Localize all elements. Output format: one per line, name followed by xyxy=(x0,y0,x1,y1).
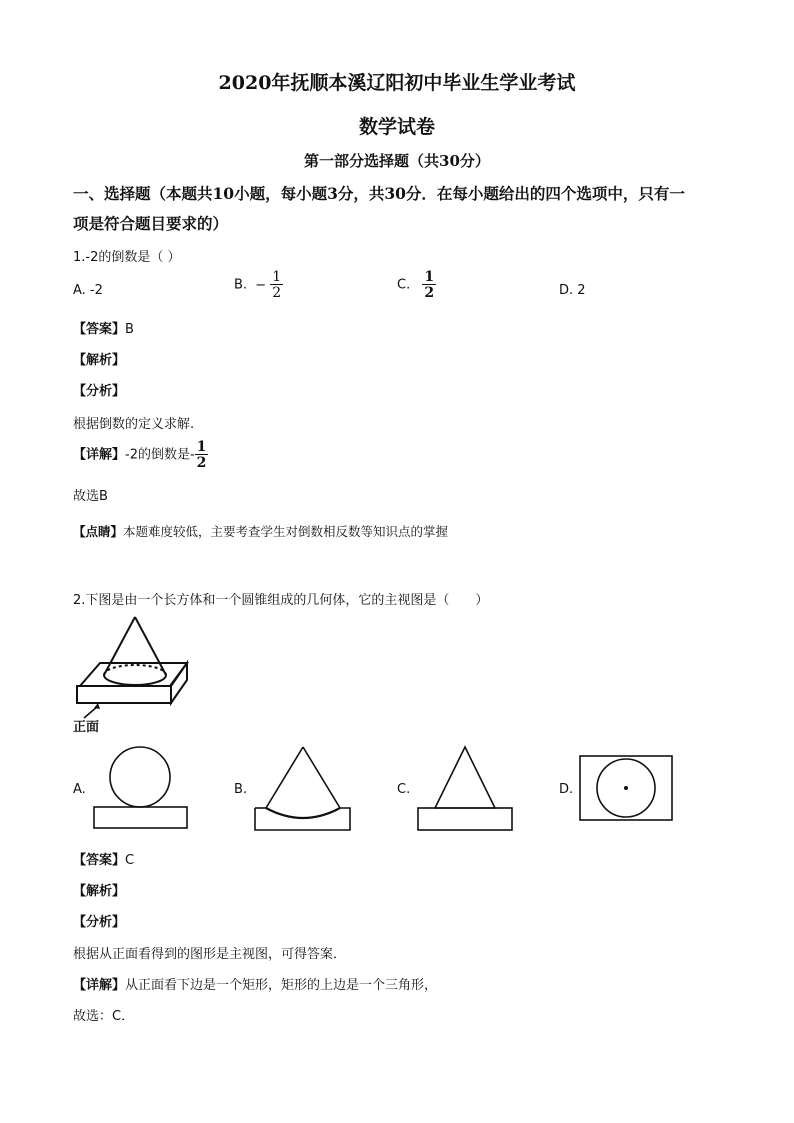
q1-stem: 1.-2的倒数是（ ） xyxy=(73,250,181,265)
q2-analysis-tag: 【解析】 xyxy=(73,884,126,899)
q1-conclusion: 故选B xyxy=(73,489,108,504)
q2-conclusion: 故选：C． xyxy=(73,1009,135,1024)
part-heading: 第一部分选择题（共30分） xyxy=(304,152,490,170)
answer-value: B xyxy=(125,322,134,337)
answer-tag: 【答案】 xyxy=(73,853,126,868)
fraction-denominator: 2 xyxy=(424,285,435,301)
detail-text: -2的倒数是- xyxy=(125,447,195,463)
q1-analysis-tag: 【解析】 xyxy=(73,353,126,368)
q1-fenxi-tag: 【分析】 xyxy=(73,384,126,399)
q1-option-a: A. -2 xyxy=(73,283,103,298)
paper-subtitle: 数学试卷 xyxy=(358,116,435,138)
q2-stem: 2.下图是由一个长方体和一个圆锥组成的几何体，它的主视图是（ ） xyxy=(73,593,489,608)
q2-detail xyxy=(73,974,437,993)
fraction-numerator: 1 xyxy=(424,269,435,285)
detail-tag: 【详解】 xyxy=(73,447,126,463)
section-heading-line2: 项是符合题目要求的） xyxy=(73,214,229,233)
q2-option-d-label: D. xyxy=(559,782,574,797)
q2-fenxi-tag: 【分析】 xyxy=(73,915,126,930)
fraction-numerator: 1 xyxy=(272,269,282,285)
fraction-denominator: 2 xyxy=(272,285,282,301)
dianjing-tag: 【点睛】 xyxy=(73,524,124,539)
fraction-numerator: 1 xyxy=(196,439,207,455)
answer-tag: 【答案】 xyxy=(73,322,126,337)
q2-fenxi-text: 根据从正面看得到的图形是主视图，可得答案． xyxy=(73,947,347,962)
q1-option-d: D. 2 xyxy=(559,283,586,298)
section-heading-line1: 一、选择题（本题共10小题，每小题3分，共30分．在每小题给出的四个选项中，只有一 xyxy=(73,184,685,203)
detail-text: 从正面看下边是一个矩形，矩形的上边是一个三角形， xyxy=(125,978,438,993)
q2-answer xyxy=(73,849,134,868)
q1-option-c-label: C. xyxy=(397,277,411,293)
fraction-denominator: 2 xyxy=(196,455,207,471)
q2-option-b-label: B. xyxy=(234,782,248,797)
detail-tag: 【详解】 xyxy=(73,978,126,993)
q2-option-a-label: A. xyxy=(73,782,86,797)
q1-option-b-label: B. xyxy=(234,277,248,293)
q2-option-c-label: C. xyxy=(397,782,411,797)
answer-value: C xyxy=(125,853,135,868)
q2-front-label: 正面 xyxy=(73,720,100,735)
q1-fenxi-text: 根据倒数的定义求解. xyxy=(73,417,195,432)
exam-title: 2020年抚顺本溪辽阳初中毕业生学业考试 xyxy=(218,72,576,94)
dianjing-text: 本题难度较低，主要考查学生对倒数相反数等知识点的掌握 xyxy=(123,524,449,539)
q1-option-b-sign: − xyxy=(255,277,267,293)
